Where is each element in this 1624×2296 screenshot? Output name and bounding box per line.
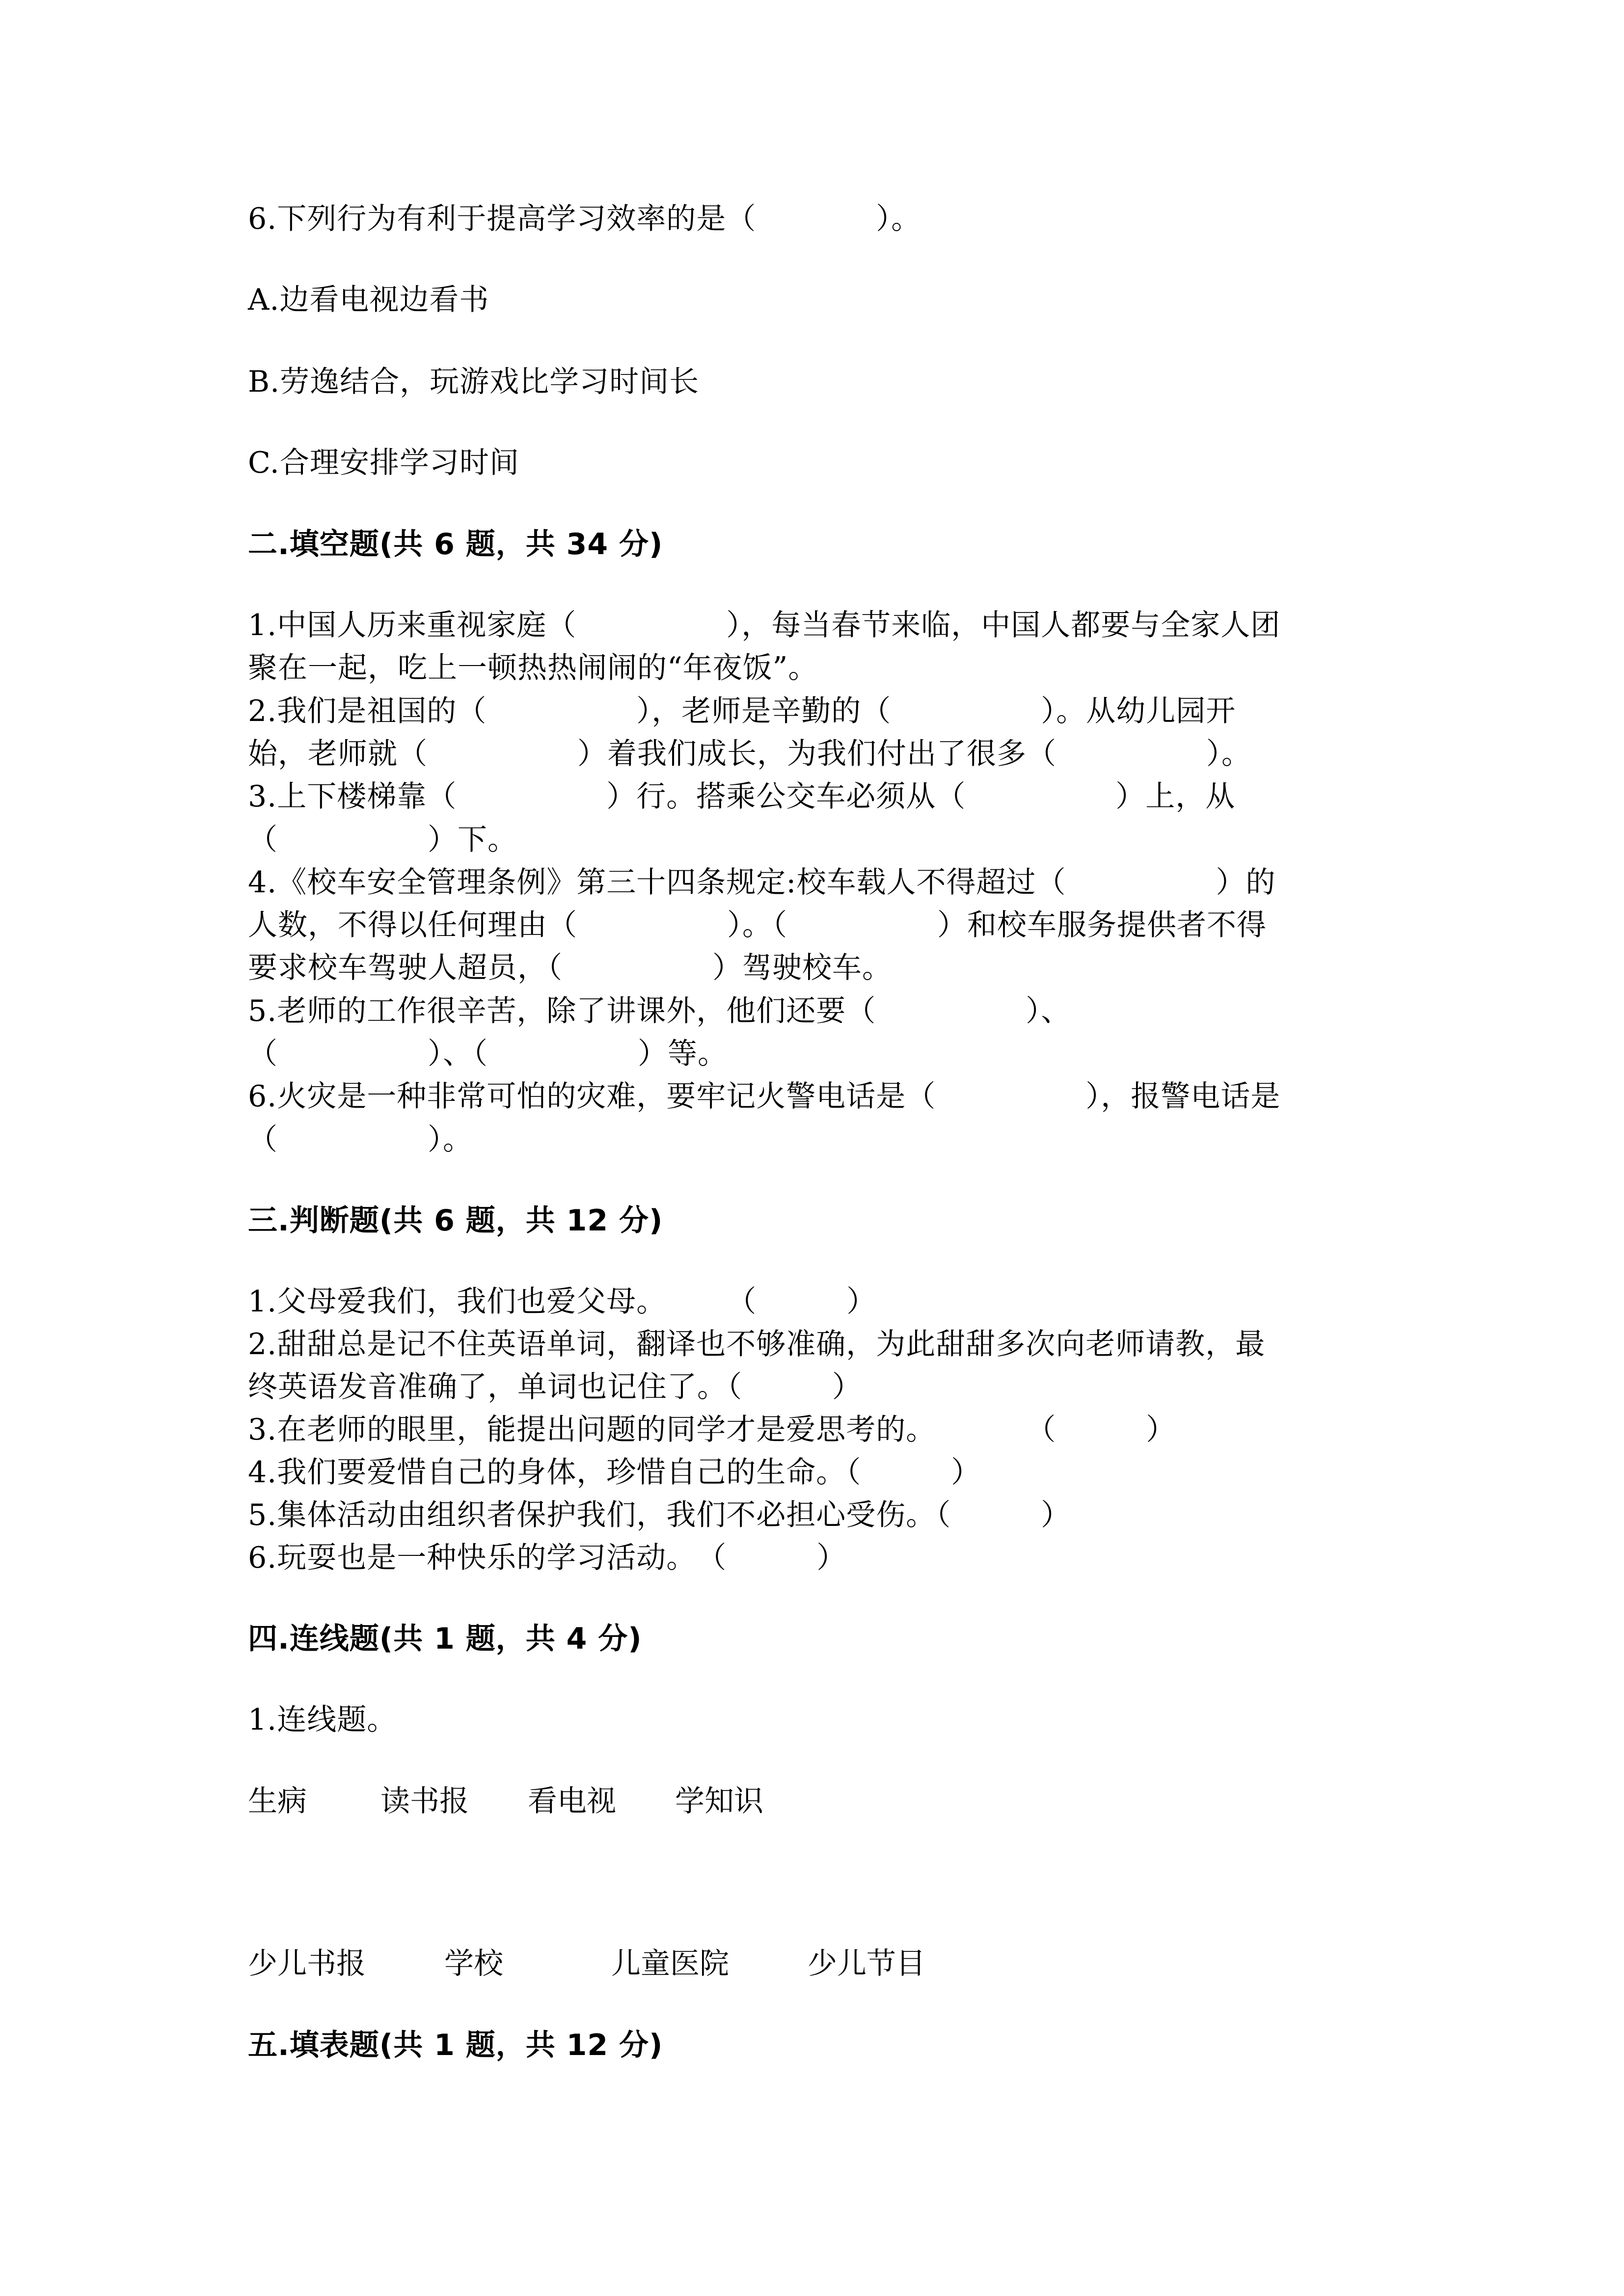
- fill-blank-line: （ ）、（ ）等。: [248, 1037, 728, 1071]
- true-false-line: 4.我们要爱惜自己的身体，珍惜自己的生命。（ ）: [248, 1455, 981, 1490]
- fill-blank-line: 4.《校车安全管理条例》第三十四条规定:校车载人不得超过（ ）的: [248, 865, 1276, 900]
- fill-blank-line: 始，老师就（ ）着我们成长，为我们付出了很多（ ）。: [248, 737, 1251, 771]
- match-item: 学校: [444, 1947, 503, 1981]
- true-false-line: 5.集体活动由组织者保护我们，我们不必担心受伤。（ ）: [248, 1498, 1071, 1532]
- match-item: 儿童医院: [611, 1947, 729, 1981]
- match-item: 生病: [248, 1784, 307, 1818]
- true-false-line: 6.玩耍也是一种快乐的学习活动。 （ ）: [248, 1541, 847, 1575]
- q6-option-a: A.边看电视边看书: [248, 283, 489, 317]
- match-item: 少儿节目: [808, 1947, 925, 1981]
- fill-blank-line: 5.老师的工作很辛苦，除了讲课外，他们还要（ ）、: [248, 994, 1071, 1028]
- q6-option-c: C.合理安排学习时间: [248, 446, 519, 480]
- fill-blank-line: 要求校车驾驶人超员，（ ）驾驶校车。: [248, 951, 892, 985]
- fill-blank-line: 2.我们是祖国的（ ），老师是辛勤的（ ）。从幼儿园开: [248, 694, 1236, 728]
- section-heading-matching: 四.连线题(共 1 题，共 4 分): [248, 1622, 642, 1656]
- matching-question: 1.连线题。: [248, 1703, 397, 1737]
- match-item: 读书报: [380, 1784, 469, 1818]
- match-item: 少儿书报: [248, 1947, 366, 1981]
- fill-blank-line: （ ）下。: [248, 823, 517, 857]
- q6-option-b: B.劳逸结合，玩游戏比学习时间长: [248, 365, 700, 399]
- match-item: 看电视: [528, 1784, 616, 1818]
- match-item: 学知识: [675, 1784, 763, 1818]
- true-false-line: 2.甜甜总是记不住英语单词，翻译也不够准确，为此甜甜多次向老师请教，最: [248, 1327, 1266, 1362]
- fill-blank-line: 1.中国人历来重视家庭（ ），每当春节来临，中国人都要与全家人团: [248, 608, 1281, 642]
- q6-stem: 6.下列行为有利于提高学习效率的是（ ）。: [248, 202, 921, 236]
- fill-blank-line: （ ）。: [248, 1122, 473, 1157]
- true-false-line: 终英语发音准确了，单词也记住了。（ ）: [248, 1370, 862, 1404]
- fill-blank-line: 6.火灾是一种非常可怕的灾难，要牢记火警电话是（ ），报警电话是: [248, 1079, 1281, 1114]
- true-false-line: 1.父母爱我们，我们也爱父母。 （ ）: [248, 1284, 877, 1319]
- section-heading-true-false: 三.判断题(共 6 题，共 12 分): [248, 1203, 663, 1238]
- fill-blank-line: 3.上下楼梯靠（ ）行。搭乘公交车必须从（ ）上，从: [248, 779, 1236, 814]
- section-heading-fill-blank: 二.填空题(共 6 题，共 34 分): [248, 527, 663, 561]
- true-false-line: 3.在老师的眼里，能提出问题的同学才是爱思考的。 （ ）: [248, 1413, 1176, 1447]
- fill-blank-line: 人数，不得以任何理由（ ）。（ ）和校车服务提供者不得: [248, 908, 1267, 942]
- section-heading-fill-table: 五.填表题(共 1 题，共 12 分): [248, 2028, 663, 2062]
- fill-blank-line: 聚在一起，吃上一顿热热闹闹的“年夜饭”。: [248, 651, 818, 685]
